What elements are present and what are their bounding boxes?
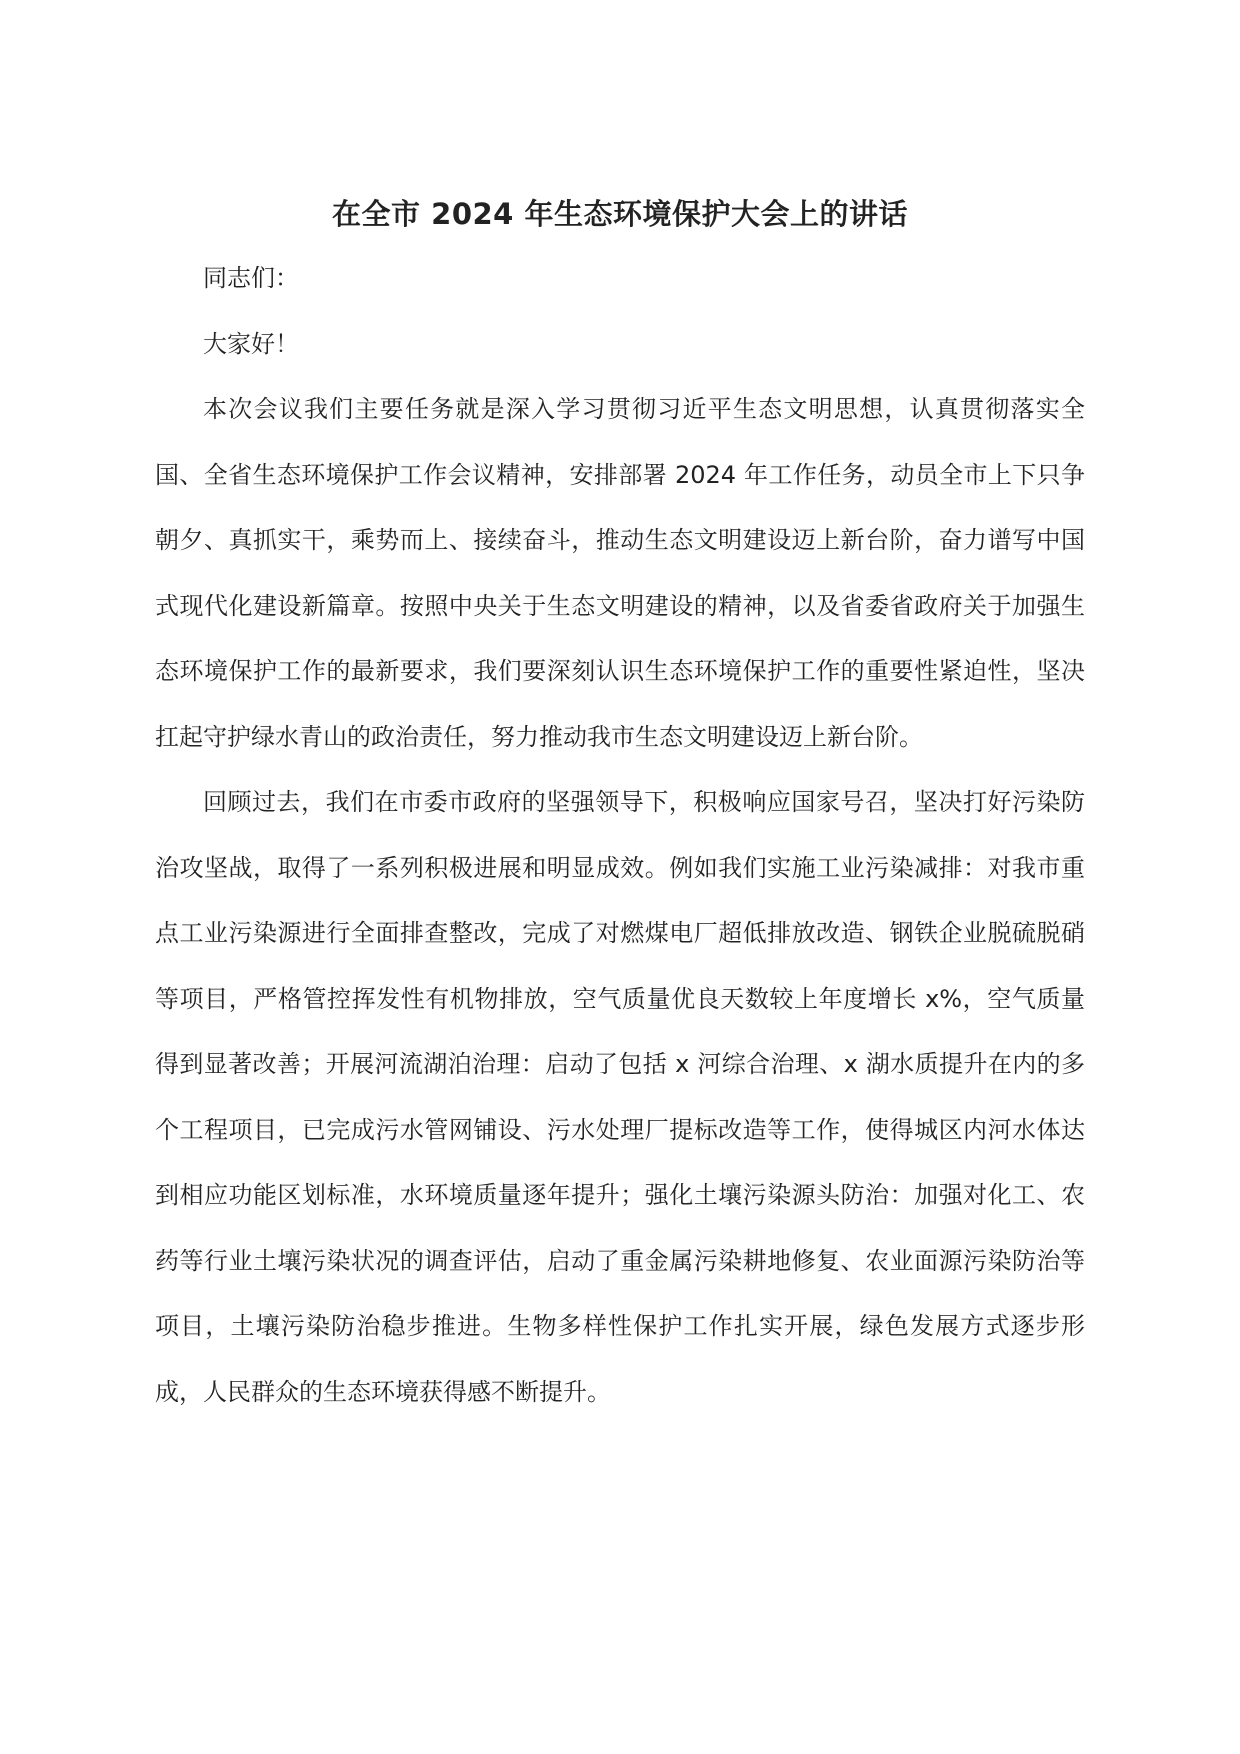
document-body	[155, 186, 1085, 1425]
document-title: 在全市 2024 年生态环境保护大会上的讲话	[332, 197, 908, 231]
paragraph-greeting: 大家好！	[203, 329, 299, 358]
paragraph-review-achievements: 回顾过去，我们在市委市政府的坚强领导下，积极响应国家号召，坚决打好污染防治攻坚战，取得了一系列积极进展和明显成效。例如我们实施工业污染减排：对我市重点工业污染源进行全面排查整改，完成了对燃煤电厂超低排放改造、钢铁企业脱硫脱硝等项目，严格管控挥发性有机物排放，空气质量优良天数较上年度增长 x%，空气质量得到显著改善；开展河流湖泊治理：启动了包括 x 河综合治理、x 湖水质提升在内的多个工程项目，已完成污水管网铺设、污水处理厂提标改造等工作，使得城区内河水体达到相应功能区划标准，水环境质量逐年提升；强化土壤污染源头防治：加强对化工、农药等行业土壤污染状况的调查评估，启动了重金属污染耕地修复、农业面源污染防治等项目，土壤污染防治稳步推进。生物多样性保护工作扎实开展，绿色发展方式逐步形成，人民群众的生态环境获得感不断提升。	[155, 788, 1085, 1406]
paragraph-meeting-purpose: 本次会议我们主要任务就是深入学习贯彻习近平生态文明思想，认真贯彻落实全国、全省生态环境保护工作会议精神，安排部署 2024 年工作任务，动员全市上下只争朝夕、真抓实干，乘势而上、接续奋斗，推动生态文明建设迈上新台阶，奋力谱写中国式现代化建设新篇章。按照中央关于生态文明建设的精神，以及省委省政府关于加强生态环境保护工作的最新要求，我们要深刻认识生态环境保护工作的重要性紧迫性，坚决扛起守护绿水青山的政治责任，努力推动我市生态文明建设迈上新台阶。	[155, 395, 1085, 751]
paragraph-salutation: 同志们：	[203, 264, 299, 292]
